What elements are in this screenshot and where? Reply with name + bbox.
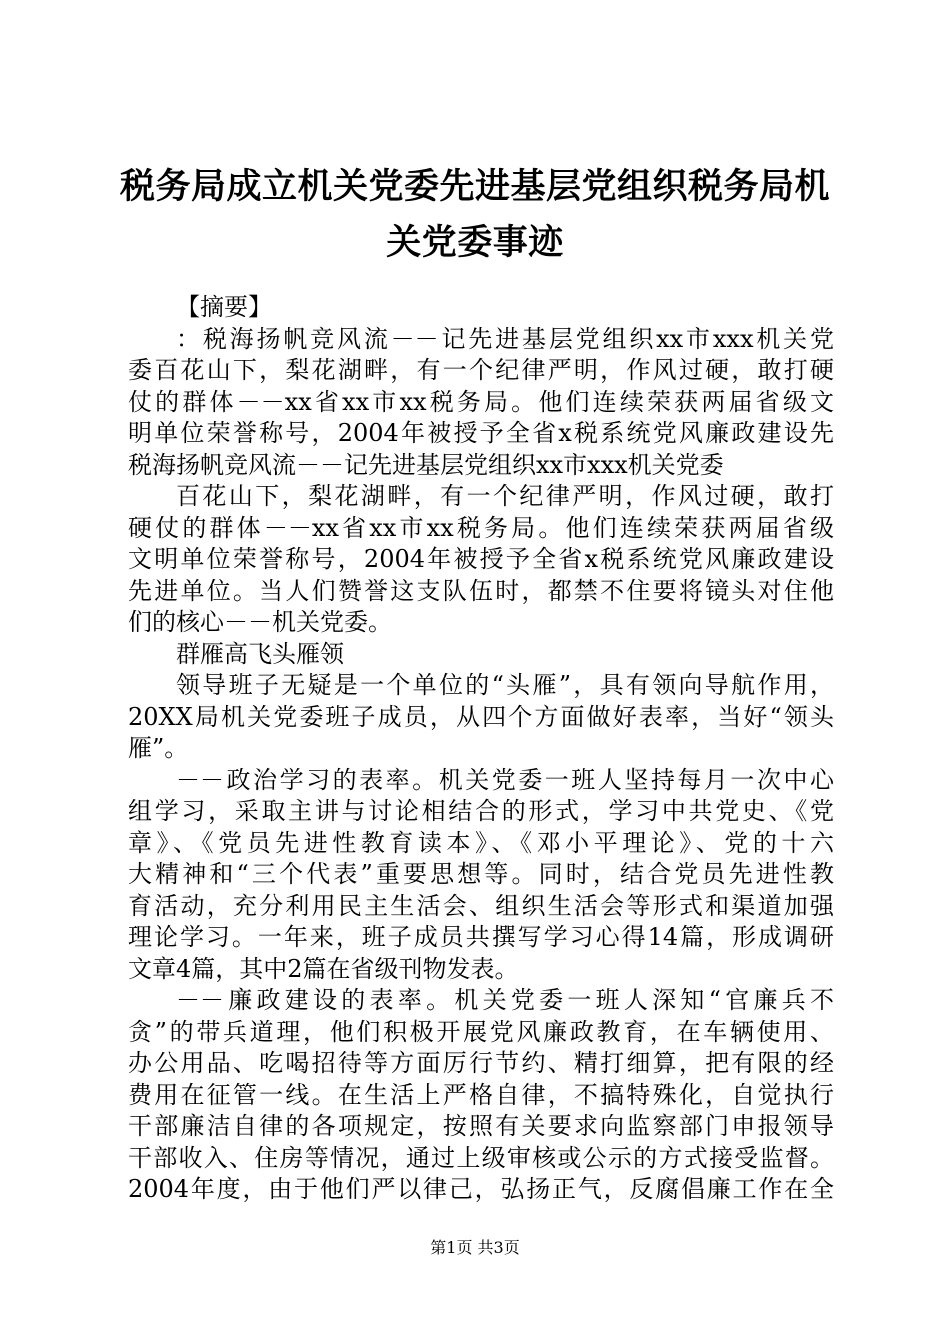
body-text-line: 百花山下，梨花湖畔，有一个纪律严明，作风过硬，敢打 (176, 482, 834, 510)
document-body (128, 292, 834, 1206)
body-text-line: ：税海扬帆竞风流－－记先进基层党组织xx市xxx机关党 (176, 324, 834, 353)
body-text-line: 理论学习。一年来，班子成员共撰写学习心得14篇，形成调研 (128, 923, 834, 951)
body-text-line: 贪”的带兵道理，他们积极开展党风廉政教育，在车辆使用、 (128, 1017, 834, 1046)
body-text-line: －－政治学习的表率。机关党委一班人坚持每月一次中心 (176, 765, 834, 794)
body-text-line: 【摘要】 (176, 293, 272, 321)
body-text-line: 办公用品、吃喝招待等方面厉行节约、精打细算，把有限的经 (128, 1049, 834, 1077)
body-text-line: 费用在征管一线。在生活上严格自律，不搞特殊化，自觉执行 (128, 1080, 834, 1109)
body-text-line: 组学习，采取主讲与讨论相结合的形式，学习中共党史、《党 (128, 797, 834, 825)
body-text-line: 文章4篇，其中2篇在省级刊物发表。 (128, 954, 519, 983)
body-text-line: 税海扬帆竞风流－－记先进基层党组织xx市xxx机关党委 (128, 450, 724, 479)
body-text-line: 干部廉洁自律的各项规定，按照有关要求向监察部门申报领导 (128, 1112, 834, 1140)
body-text-line: 领导班子无疑是一个单位的“头雁”，具有领向导航作用， (176, 671, 834, 699)
body-text-line: 文明单位荣誉称号，2004年被授予全省x税系统党风廉政建设 (128, 545, 834, 573)
document-title-line-1: 税务局成立机关党委先进基层党组织税务局机 (119, 167, 830, 207)
body-text-line: 大精神和“三个代表”重要思想等。同时，结合党员先进性教 (128, 860, 834, 888)
body-text-line: 雁”。 (128, 734, 189, 762)
body-text-line: 明单位荣誉称号，2004年被授予全省x税系统党风廉政建设先 (128, 419, 834, 447)
body-text-line: 育活动，充分利用民主生活会、组织生活会等形式和渠道加强 (128, 891, 834, 920)
body-text-line: 仗的群体－－xx省xx市xx税务局。他们连续荣获两届省级文 (128, 387, 834, 416)
body-text-line: 干部收入、住房等情况，通过上级审核或公示的方式接受监督。 (128, 1143, 834, 1172)
body-text-line: 章》、《党员先进性教育读本》、《邓小平理论》、党的十六 (128, 828, 834, 857)
body-text-line: 们的核心－－机关党委。 (128, 608, 392, 636)
document-title-line-2: 关党委事迹 (386, 223, 564, 263)
page-footer: 第1页 共3页 (430, 1238, 520, 1257)
body-text-line: 硬仗的群体－－xx省xx市xx税务局。他们连续荣获两届省级 (128, 513, 834, 542)
body-text-line: 20XX局机关党委班子成员，从四个方面做好表率，当好“领头 (128, 702, 834, 731)
body-text-line: 委百花山下，梨花湖畔，有一个纪律严明，作风过硬，敢打硬 (128, 356, 834, 384)
body-text-line: 2004年度，由于他们严以律己，弘扬正气，反腐倡廉工作在全 (128, 1175, 834, 1203)
body-text-line: 先进单位。当人们赞誉这支队伍时，都禁不住要将镜头对住他 (128, 576, 834, 605)
body-text-line: 群雁高飞头雁领 (176, 639, 344, 668)
body-text-line: －－廉政建设的表率。机关党委一班人深知“官廉兵不 (176, 986, 834, 1014)
